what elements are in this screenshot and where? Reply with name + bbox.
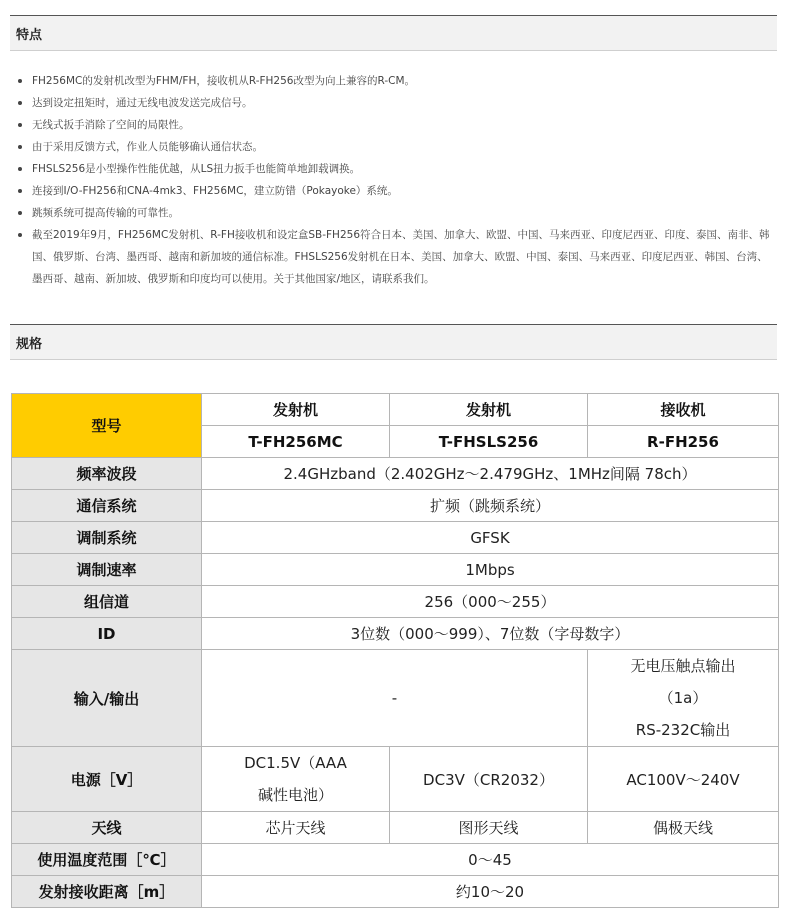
feature-item: FH256MC的发射机改型为FHM/FH，接收机从R-FH256改型为向上兼容的R-CM。: [14, 70, 774, 92]
specs-title: 规格: [16, 337, 43, 352]
feature-item: 截至2019年9月，FH256MC发射机、R-FH接收机和设定盒SB-FH256符合日本、美国、加拿大、欧盟、中国、马来西亚、印度尼西亚、印度、泰国、南非、韩国、俄罗斯、台湾、墨西哥、越南和新加坡的通信标准。FHSLS256发射机在日本、美国、加拿大、欧盟、中国、泰国、马来西亚、印度尼西亚、韩国、台湾、墨西哥、越南、新加坡、俄罗斯和印度均可以使用。关于其他国家/地区，请联系我们。: [14, 224, 774, 290]
io-rx-line: （1a）: [658, 689, 708, 707]
feature-item: FHSLS256是小型操作性能优越，从LS扭力扳手也能简单地卸载调换。: [14, 158, 774, 180]
freq-value: 2.4GHzband（2.402GHz～2.479GHz、1MHz间隔 78ch）: [202, 458, 779, 490]
row-label-antenna: 天线: [12, 812, 202, 844]
feature-item: 无线式扳手消除了空间的局限性。: [14, 114, 774, 136]
table-row: [12, 650, 779, 747]
feature-item: 达到设定扭矩时，通过无线电波发送完成信号。: [14, 92, 774, 114]
row-label-group: 组信道: [12, 586, 202, 618]
power-col1: [202, 747, 390, 812]
features-header: [10, 15, 777, 51]
row-label-distance: 发射接收距离［m］: [12, 876, 202, 908]
table-row: [12, 458, 779, 490]
col2-model: T-FHSLS256: [390, 426, 588, 458]
table-row: [12, 747, 779, 812]
row-label-io: 输入/输出: [12, 650, 202, 747]
table-row: [12, 618, 779, 650]
model-label: 型号: [12, 394, 202, 458]
power-col1-line: DC1.5V（AAA: [244, 754, 347, 772]
table-row: [12, 554, 779, 586]
io-rx-line: RS-232C输出: [635, 721, 731, 739]
row-label-power: 电源［V］: [12, 747, 202, 812]
power-col1-line: 碱性电池）: [257, 786, 333, 804]
table-row: [12, 876, 779, 908]
features-title: 特点: [16, 28, 43, 43]
row-label-id: ID: [12, 618, 202, 650]
col3-type: 接收机: [588, 394, 779, 426]
comm-value: 扩频（跳频系统）: [202, 490, 779, 522]
id-value: 3位数（000～999）、7位数（字母数字）: [202, 618, 779, 650]
specs-header: [10, 324, 777, 360]
mod-value: GFSK: [202, 522, 779, 554]
features-list: [14, 70, 774, 290]
antenna-col1: 芯片天线: [202, 812, 390, 844]
group-value: 256（000～255）: [202, 586, 779, 618]
feature-item: 连接到I/O-FH256和CNA-4mk3、FH256MC，建立防错（Pokayoke）系统。: [14, 180, 774, 202]
table-row: [12, 522, 779, 554]
table-row: [12, 490, 779, 522]
io-tx-value: -: [202, 650, 588, 747]
row-label-freq: 频率波段: [12, 458, 202, 490]
col1-model: T-FH256MC: [202, 426, 390, 458]
rate-value: 1Mbps: [202, 554, 779, 586]
io-rx-value: [588, 650, 779, 747]
feature-item: 由于采用反馈方式，作业人员能够确认通信状态。: [14, 136, 774, 158]
antenna-col3: 偶极天线: [588, 812, 779, 844]
row-label-rate: 调制速率: [12, 554, 202, 586]
row-label-mod: 调制系统: [12, 522, 202, 554]
table-row: [12, 586, 779, 618]
row-label-comm: 通信系统: [12, 490, 202, 522]
temp-value: 0～45: [202, 844, 779, 876]
row-label-temp: 使用温度范围［℃］: [12, 844, 202, 876]
power-col2: DC3V（CR2032）: [390, 747, 588, 812]
table-row: [12, 812, 779, 844]
col3-model: R-FH256: [588, 426, 779, 458]
spec-table: [11, 393, 779, 908]
distance-value: 约10～20: [202, 876, 779, 908]
col2-type: 发射机: [390, 394, 588, 426]
table-row: [12, 844, 779, 876]
antenna-col2: 图形天线: [390, 812, 588, 844]
power-col3: AC100V～240V: [588, 747, 779, 812]
feature-item: 跳频系统可提高传输的可靠性。: [14, 202, 774, 224]
io-rx-line: 无电压触点输出: [630, 657, 736, 675]
col1-type: 发射机: [202, 394, 390, 426]
table-row: [12, 394, 779, 426]
